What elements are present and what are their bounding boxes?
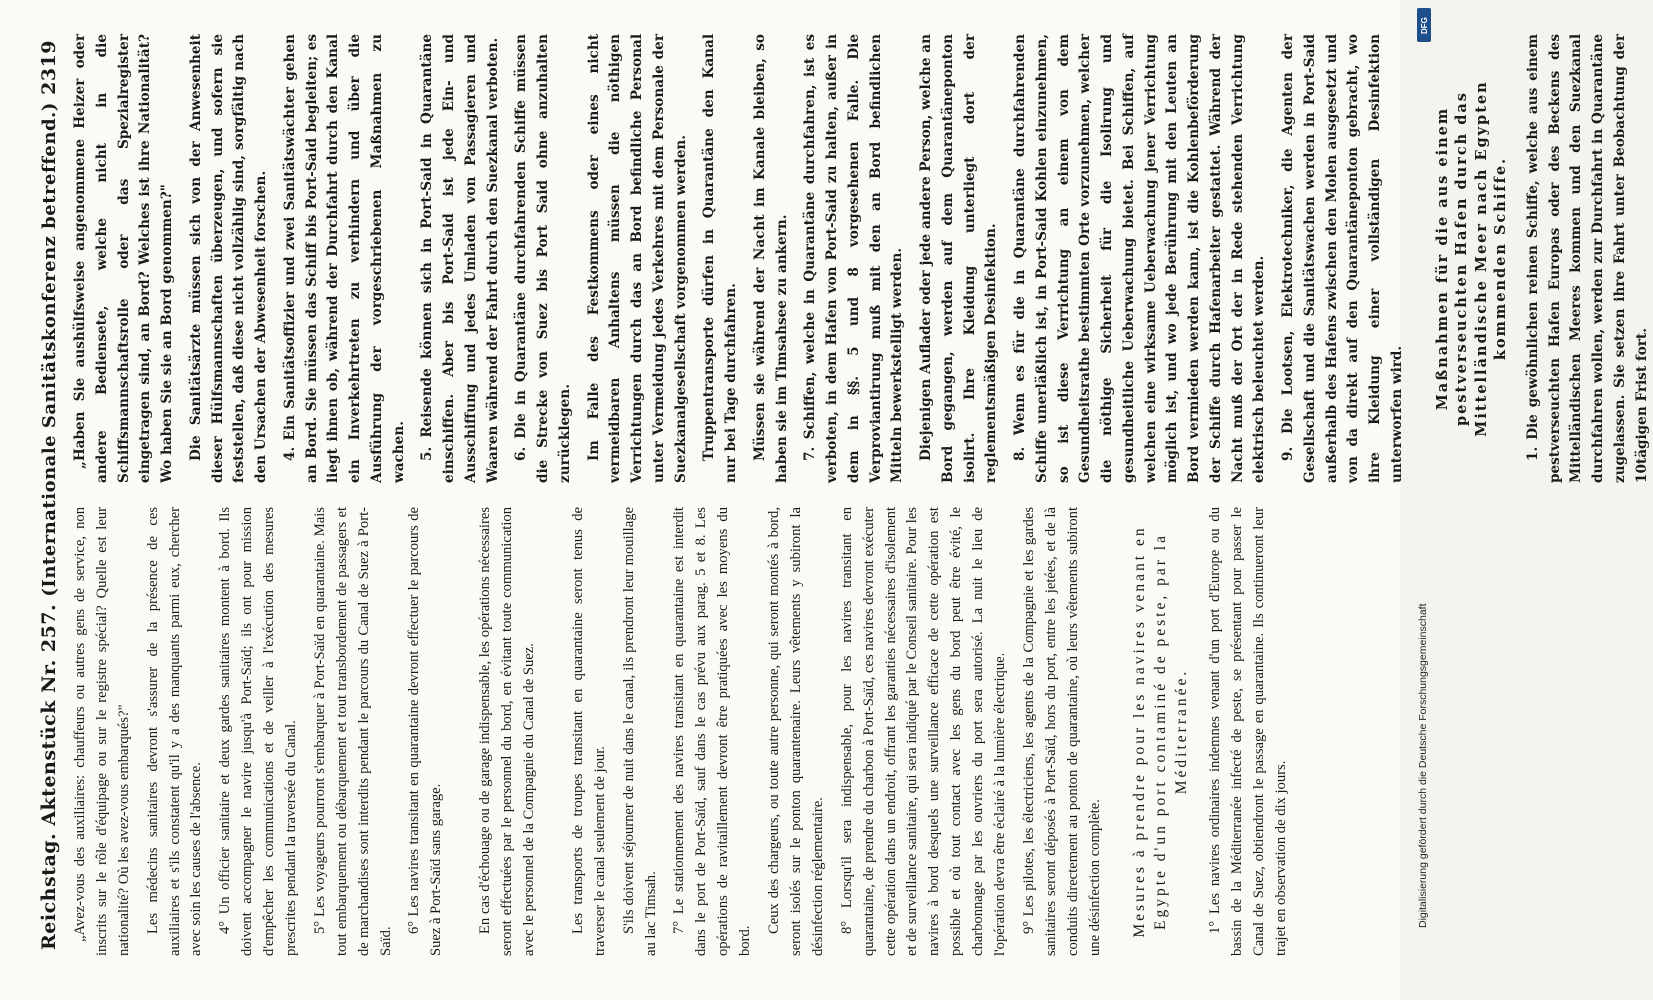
paragraph: „Avez-vous des auxiliaires: chauffeurs ou autres gens de service, non inscrits sur le rôle d'équipage ou sur le registre spécial? Quelle est leur nationalité? Où les avez-vous embarqués?" xyxy=(72,507,132,956)
page-number: 2319 xyxy=(38,40,60,95)
header-title: (Internationale Sanitätskonferenz betreffend.) xyxy=(39,102,60,597)
section-heading: Mesures à prendre pour les navires venant en Egypte d'un port contaminé de peste, par la Méditerranée. xyxy=(1131,525,1191,938)
paragraph: 7° Le stationnement des navires transitant en quarantaine est interdit dans le port de Port-Saïd, sauf dans le cas prévu aux parag. 5 et 8. Les opérations de ravitaillement devront être pratiquées avec les moyens du bord. xyxy=(671,507,754,956)
paragraph: Les médecins sanitaires devront s'assurer de la présence de ces auxiliaires et s'ils constatent qu'il y a des manquants parmi eux, chercher avec soin les causes de l'absence. xyxy=(144,507,205,956)
paragraph: Die Sanitätsärzte müssen sich von der Anwesenheit dieser Hülfsmannschaften überzeugen, und sofern sie feststellen, daß diese nicht vollzählig sind, sorgfältig nach den Ursachen der Abwesenheit forschen. xyxy=(187,34,269,483)
section-heading: Maßnahmen für die aus einem pestverseuchten Hafen durch das Mittelländische Meer nach Egypten kommenden Schiffe. xyxy=(1433,80,1510,437)
paragraph: 4. Ein Sanitätsoffizier und zwei Sanitätswächter gehen an Bord. Sie müssen das Schiff bis Port-Said begleiten; es liegt ihnen ob, während der Durchfahrt durch den Kanal ein Inverkehrtreten zu verhindern und über die Ausführung der vorgeschriebenen Maßnahmen zu wachen. xyxy=(281,34,407,483)
paragraph: 8. Wenn es für die in Quarantäne durchfahrenden Schiffe unerläßlich ist, in Port-Said Kohlen einzunehmen, so ist diese Verrichtung an einem von dem Gesundheitsrathe bestimmten Orte vorzunehmen, welcher die nöthige Sicherheit für die Isolirung und gesundheitliche Ueberwachung bietet. Bei Schiffen, auf welchen eine wirksame Ueberwachung jener Verrichtung möglich ist, und wo jede Berührung mit den Leuten an Bord vermieden werden kann, ist die Kohlenbeförderung der Schiffe durch Hafenarbeiter gestattet. Während der Nacht muß der Ort der in Rede stehenden Verrichtung elektrisch beleuchtet werden. xyxy=(1012,34,1268,483)
paragraph: Im Falle des Festkommens oder eines nicht vermeidbaren Anhaltens müssen die nöthigen Verrichtungen durch das an Bord befindliche Personal unter Vermeidung jedes Verkehres mit dem Personale der Suezkanalgesellschaft vorgenommen werden. xyxy=(585,34,689,483)
paragraph: 6° Les navires transitant en quarantaine devront effectuer le parcours de Suez à Port-Saïd sans garage. xyxy=(406,507,445,956)
german-column xyxy=(70,34,1650,483)
paragraph: Müssen sie während der Nacht im Kanale bleiben, so haben sie im Timsahsee zu ankern. xyxy=(751,34,790,483)
paragraph: 7. Schiffen, welche in Quarantäne durchfahren, ist es verboten, in dem Hafen von Port-Said zu halten, außer in dem in §§. 5 und 8 vorgesehenen Falle. Die Verproviantirung muß mit den an Bord befindlichen Mitteln bewerkstelligt werden. xyxy=(802,34,906,483)
digitization-note xyxy=(1417,12,1433,988)
paragraph: S'ils doivent séjourner de nuit dans le canal, ils prendront leur mouillage au lac Timsah. xyxy=(620,507,659,956)
paragraph: 5° Les voyageurs pourront s'embarquer à Port-Saïd en quarantaine. Mais tout embarquement ou débarquement et tout transbordement de passagers et de marchandises sont interdits pendant le parcours du Canal de Suez à Port-Saïd. xyxy=(311,507,394,956)
paragraph: Truppentransporte dürfen in Quarantäne den Kanal nur bei Tage durchfahren. xyxy=(701,34,739,483)
paragraph: „Haben Sie aushülfsweise angenommene Heizer oder andere Bediensete, welche nicht in die Schiffsmannschaftsrolle oder das Spezialregister eingetragen sind, an Bord? Welches ist ihre Nationalität? Wo haben Sie sie an Bord genommen?" xyxy=(72,34,175,483)
paragraph: 5. Reisende können sich in Port-Said in Quarantäne einschiffen. Aber bis Port-Said ist jede Ein- und Ausschiffung und jedes Umladen von Passagieren und Waaren während der Fahrt durch den Suezkanal verboten. xyxy=(419,34,501,483)
paragraph: En cas d'échouage ou de garage indispensable, les opérations nécessaires seront effectuées par le personnel du bord, en évitant toute communication avec le personnel de la Compagnie du Canal de Suez. xyxy=(477,507,538,956)
paragraph: 4° Un officier sanitaire et deux gardes sanitaires montent à bord. Ils doivent accompagner le navire jusqu'à Port-Saïd; ils ont pour mission d'empêcher les communications et de veiller à l'exécution des mesures prescrites pendant la traversée du Canal. xyxy=(217,507,300,956)
paragraph: Les transports de troupes transitant en quarantaine seront tenus de traverser le canal seulement de jour. xyxy=(569,507,608,956)
digitization-note-text: Digitalisierung gefördert durch die Deutsche Forschungsgemeinschaft xyxy=(1417,603,1429,928)
paragraph: 8° Lorsqu'il sera indispensable, pour les navires transitant en quarantaine, de prendre du charbon à Port-Saïd, ces navires devront exécuter cette opération dans un endroit, offrant les garanties nécessaires d'isolement et de surveillance sanitaire, qui sera indiqué par le Conseil sanitaire. Pour les navires à bord desquels une surveillance efficace de cette opération est possible et où tout contact avec les gens du bord peut être évité, le charbonnage par les ouvriers du port sera autorisé. La nuit le lieu de l'opération devra être éclairé à la lumière électrique. xyxy=(838,507,1008,956)
header-left: Reichstag. Aktenstück Nr. 257. xyxy=(38,603,60,950)
paragraph: 1° Les navires ordinaires indemnes venant d'un port d'Europe ou du bassin de la Méditerranée infecté de peste, se présentant pour passer le Canal de Suez, obtiendront le passage en quarantaine. Ils continueront leur trajet en observation de dix jours. xyxy=(1207,507,1289,956)
paragraph: 9° Les pilotes, les électriciens, les agents de la Compagnie et les gardes sanitaires seront déposés à Port-Saïd, hors du port, entre les jetées, et de là conduits directement au ponton de quarantaine, où leurs vêtements subiront une désinfection complète. xyxy=(1020,507,1103,956)
french-column xyxy=(70,507,1380,956)
paragraph: 1. Die gewöhnlichen reinen Schiffe, welche aus einem pestverseuchten Hafen Europas oder des Beckens des Mittelländischen Meeres kommen und den Suezkanal durchfahren wollen, werden zur Durchfahrt in Quarantäne zugelassen. Sie setzen ihre Fahrt unter Beobachtung der 10tägigen Frist fort. xyxy=(1524,34,1650,483)
page-header xyxy=(38,34,70,956)
paragraph: 9. Die Lootsen, Elektrotechniker, die Agenten der Gesellschaft und die Sanitätswachen werden in Port-Said außerhalb des Hafens zwischen den Molen ausgesetzt und von da direkt auf den Quarantäneponton gebracht, wo ihre Kleidung einer vollständigen Desinfektion unterworfen wird. xyxy=(1280,34,1405,483)
spacer xyxy=(455,507,475,956)
paragraph: 6. Die in Quarantäne durchfahrenden Schiffe müssen die Strecke von Suez bis Port Said ohne anzuhalten zurücklegen. xyxy=(513,34,573,483)
paragraph: Diejenigen Auflader oder jede andere Person, welche an Bord gegangen, werden auf dem Quarantäneponton isolirt. Ihre Kleidung unterliegt dort der reglementsmäßigen Desinfektion. xyxy=(918,34,1000,483)
spacer xyxy=(548,507,568,956)
paragraph: Ceux des chargeurs, ou toute autre personne, qui seront montés à bord, seront isolés sur le ponton quarantenaire. Leurs vêtements y subiront la désinfection réglementaire. xyxy=(766,507,826,956)
dfg-logo: DFG xyxy=(1417,8,1431,42)
